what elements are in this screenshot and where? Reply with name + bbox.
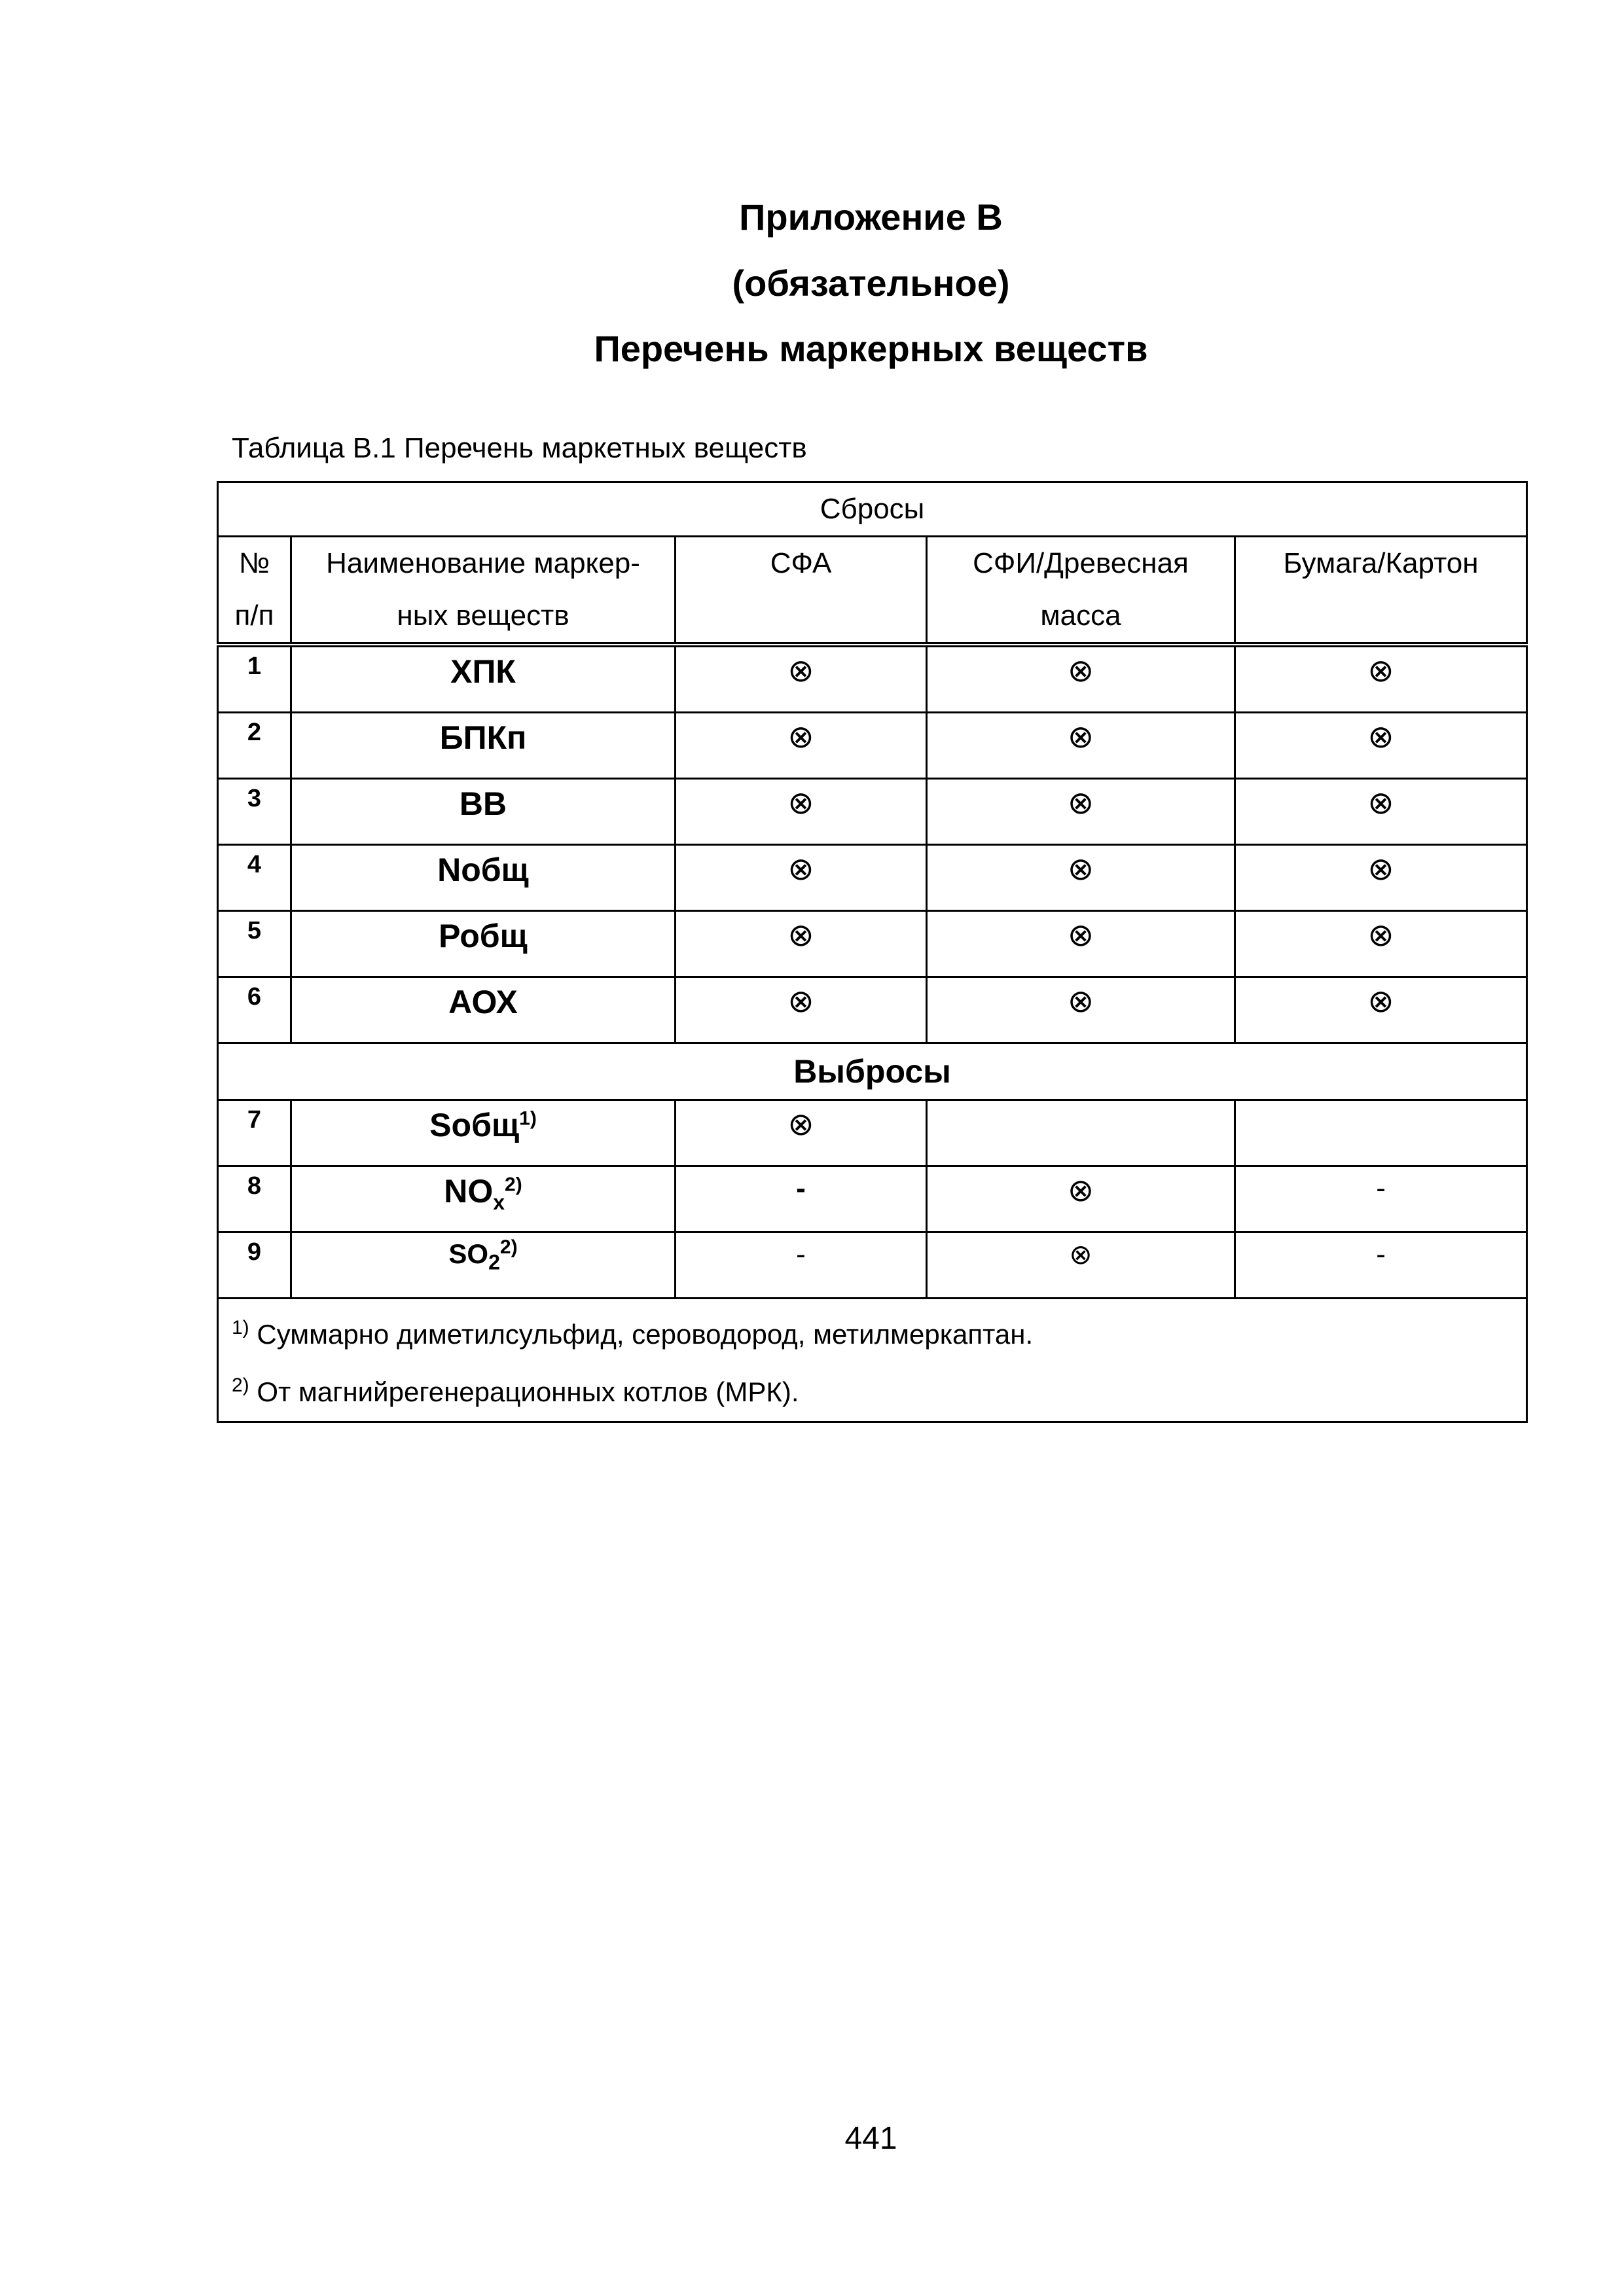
footnote-2-text: От магнийрегенерационных котлов (МРК). [249, 1376, 799, 1407]
row-num: 7 [218, 1100, 291, 1166]
table-header-row [218, 537, 1527, 645]
header-sfi-line2: масса [1040, 600, 1121, 632]
appendix-subject: Перечень маркерных веществ [594, 328, 1148, 369]
header-num-line2: п/п [234, 600, 274, 632]
row-substance: ХПК [291, 645, 676, 713]
header-name-line2: ных веществ [397, 600, 569, 632]
row-substance: Nобщ [291, 845, 676, 911]
row-sfa-mark: ⊗ [676, 713, 927, 779]
row-sfa-mark: ⊗ [676, 779, 927, 845]
substance-footnote-ref: 2) [499, 1236, 518, 1258]
substance-footnote-ref: 1) [519, 1107, 537, 1130]
row-paper-value: - [1235, 1232, 1527, 1299]
table-row [218, 911, 1527, 977]
page-number: 441 [844, 2121, 897, 2156]
footnote-1-text: Суммарно диметилсульфид, сероводород, метилмеркаптан. [249, 1319, 1034, 1350]
row-paper-mark [1235, 1100, 1527, 1166]
row-sfa-mark: ⊗ [676, 977, 927, 1043]
table-row [218, 713, 1527, 779]
substance-subscript: x [493, 1191, 505, 1214]
row-sfi-mark: ⊗ [927, 645, 1235, 713]
appendix-title: Приложение В [739, 196, 1003, 238]
header-name [291, 537, 676, 645]
row-num: 2 [218, 713, 291, 779]
header-num-line1: № [238, 547, 270, 579]
row-paper-value: - [1235, 1166, 1527, 1232]
row-sfi-mark [927, 1100, 1235, 1166]
row-sfi-mark: ⊗ [927, 1232, 1235, 1299]
appendix-status: (обязательное) [732, 262, 1010, 304]
table-row [218, 1232, 1527, 1299]
row-num: 6 [218, 977, 291, 1043]
row-sfa-value: - [676, 1166, 927, 1232]
table-caption: Таблица В.1 Перечень маркетных веществ [232, 432, 807, 464]
row-num: 9 [218, 1232, 291, 1299]
table-row [218, 779, 1527, 845]
footnote-2-ref: 2) [232, 1374, 249, 1396]
table-row [218, 977, 1527, 1043]
header-sfi-line1: СФИ/Древесная [973, 547, 1189, 579]
header-sfa-label: СФА [770, 547, 832, 579]
header-paper-label: Бумага/Картон [1283, 547, 1479, 579]
row-num: 4 [218, 845, 291, 911]
row-substance: АОХ [291, 977, 676, 1043]
table-row [218, 1100, 1527, 1166]
footnote-2 [232, 1363, 1526, 1421]
row-substance: БПКп [291, 713, 676, 779]
row-substance: Робщ [291, 911, 676, 977]
marker-substances-table [217, 481, 1528, 1423]
substance-base: NO [444, 1173, 494, 1210]
substance-subscript: 2 [488, 1250, 500, 1274]
row-sfi-mark: ⊗ [927, 911, 1235, 977]
header-num [218, 537, 291, 645]
table-footnotes [218, 1299, 1527, 1422]
row-sfa-value: - [676, 1232, 927, 1299]
row-sfi-mark: ⊗ [927, 779, 1235, 845]
group-title-discharges: Сбросы [218, 482, 1527, 537]
row-paper-mark: ⊗ [1235, 779, 1527, 845]
row-num: 5 [218, 911, 291, 977]
row-substance [291, 1100, 676, 1166]
footnote-1-ref: 1) [232, 1317, 249, 1338]
row-sfa-mark: ⊗ [676, 645, 927, 713]
substance-footnote-ref: 2) [505, 1174, 522, 1196]
header-name-line1: Наименование маркер- [326, 547, 640, 579]
row-num: 1 [218, 645, 291, 713]
row-substance [291, 1166, 676, 1232]
row-sfi-mark: ⊗ [927, 1166, 1235, 1232]
table-row [218, 645, 1527, 713]
table-row [218, 1166, 1527, 1232]
row-paper-mark: ⊗ [1235, 911, 1527, 977]
table-row [218, 845, 1527, 911]
row-substance [291, 1232, 676, 1299]
substance-base: Sобщ [429, 1107, 520, 1143]
header-sfa [676, 537, 927, 645]
row-sfa-mark: ⊗ [676, 1100, 927, 1166]
row-num: 8 [218, 1166, 291, 1232]
footnote-1 [232, 1306, 1526, 1363]
row-sfi-mark: ⊗ [927, 713, 1235, 779]
row-paper-mark: ⊗ [1235, 713, 1527, 779]
header-paper [1235, 537, 1527, 645]
group-title-emissions: Выбросы [218, 1043, 1527, 1100]
row-paper-mark: ⊗ [1235, 845, 1527, 911]
substance-base: SO [448, 1238, 489, 1269]
row-substance: ВВ [291, 779, 676, 845]
row-sfa-mark: ⊗ [676, 845, 927, 911]
header-sfi [927, 537, 1235, 645]
row-paper-mark: ⊗ [1235, 977, 1527, 1043]
row-paper-mark: ⊗ [1235, 645, 1527, 713]
row-sfi-mark: ⊗ [927, 977, 1235, 1043]
row-sfi-mark: ⊗ [927, 845, 1235, 911]
row-num: 3 [218, 779, 291, 845]
row-sfa-mark: ⊗ [676, 911, 927, 977]
